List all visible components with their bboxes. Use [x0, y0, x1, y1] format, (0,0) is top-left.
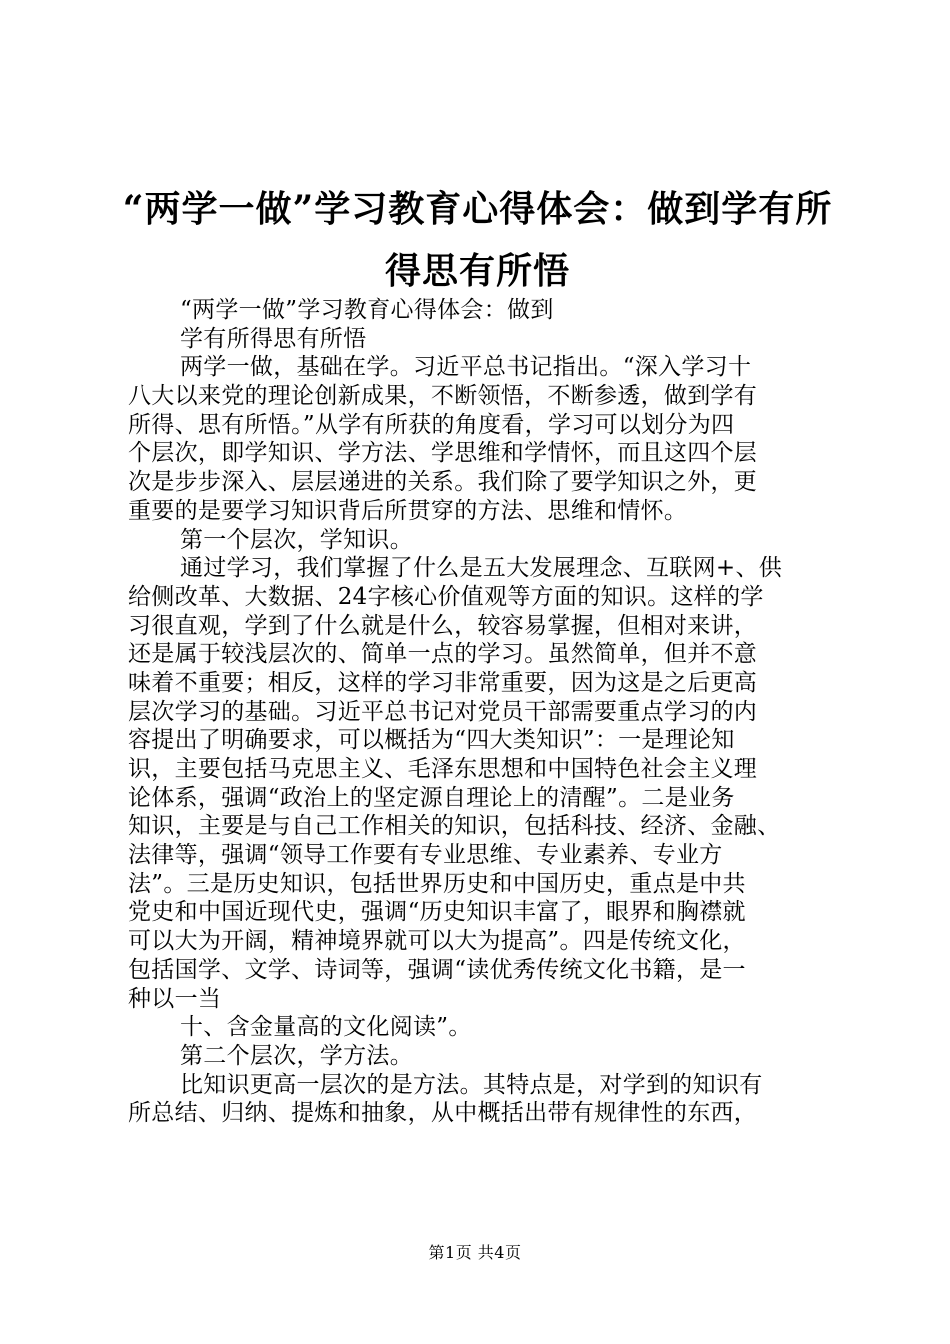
text-line: 识，主要包括马克思主义、毛泽东思想和中国特色社会主义理: [128, 756, 758, 782]
text-line: 第一个层次，学知识。: [180, 526, 413, 553]
document-title: [120, 178, 835, 302]
text-line: 党史和中国近现代史，强调“历史知识丰富了，眼界和胸襟就: [128, 899, 746, 926]
text-line: 学有所得思有所悟: [180, 325, 367, 352]
text-line: 知识，主要是与自己工作相关的知识，包括科技、经济、金融、: [128, 813, 781, 840]
text-line: 法律等，强调“领导工作要有专业思维、专业素养、专业方: [128, 842, 723, 869]
text-line: 容提出了明确要求，可以概括为“四大类知识”：一是理论知: [128, 727, 735, 754]
text-line: 两学一做，基础在学。习近平总书记指出。“深入学习十: [180, 354, 752, 381]
text-line: 通过学习，我们掌握了什么是五大发展理念、互联网+、供: [180, 555, 783, 582]
text-line: 习很直观，学到了什么就是什么，较容易掌握，但相对来讲，: [128, 612, 758, 639]
text-line: 比知识更高一层次的是方法。其特点是，对学到的知识有: [180, 1071, 763, 1098]
text-line: 次是步步深入、层层递进的关系。我们除了要学知识之外，更: [128, 469, 758, 496]
text-line: 第二个层次，学方法。: [180, 1042, 413, 1069]
text-line: 个层次，即学知识、学方法、学思维和学情怀，而且这四个层: [128, 440, 758, 467]
page-footer: 第1页 共4页: [428, 1243, 522, 1262]
title-line-2: 得思有所悟: [384, 250, 570, 292]
document-body: [128, 296, 830, 1128]
text-line: 给侧改革、大数据、24字核心价值观等方面的知识。这样的学: [128, 583, 764, 610]
text-line: 可以大为开阔，精神境界就可以大为提高”。四是传统文化，: [128, 928, 746, 955]
text-line: 种以一当: [128, 985, 222, 1012]
text-line: 所总结、归纳、提炼和抽象，从中概括出带有规律性的东西，: [128, 1100, 758, 1127]
text-line: 所得、思有所悟。”从学有所获的角度看，学习可以划分为四: [128, 411, 735, 438]
text-line: 十、含金量高的文化阅读”。: [180, 1014, 472, 1041]
text-line: 论体系，强调“政治上的坚定源自理论上的清醒”。二是业务: [128, 784, 735, 811]
text-line: 重要的是要学习知识背后所贯穿的方法、思维和情怀。: [128, 497, 688, 524]
text-line: 味着不重要；相反，这样的学习非常重要，因为这是之后更高: [128, 669, 758, 696]
text-line: 八大以来党的理论创新成果，不断领悟，不断参透，做到学有: [128, 383, 758, 410]
text-line: 包括国学、文学、诗词等，强调“读优秀传统文化书籍，是一: [128, 956, 746, 983]
text-line: 还是属于较浅层次的、简单一点的学习。虽然简单，但并不意: [128, 641, 758, 668]
text-line: 层次学习的基础。习近平总书记对党员干部需要重点学习的内: [128, 698, 758, 725]
title-line-1: “两学一做”学习教育心得体会：做到学有所: [122, 188, 833, 230]
text-line: 法”。三是历史知识，包括世界历史和中国历史，重点是中共: [128, 870, 746, 897]
text-line: “两学一做”学习教育心得体会：做到: [180, 297, 554, 323]
